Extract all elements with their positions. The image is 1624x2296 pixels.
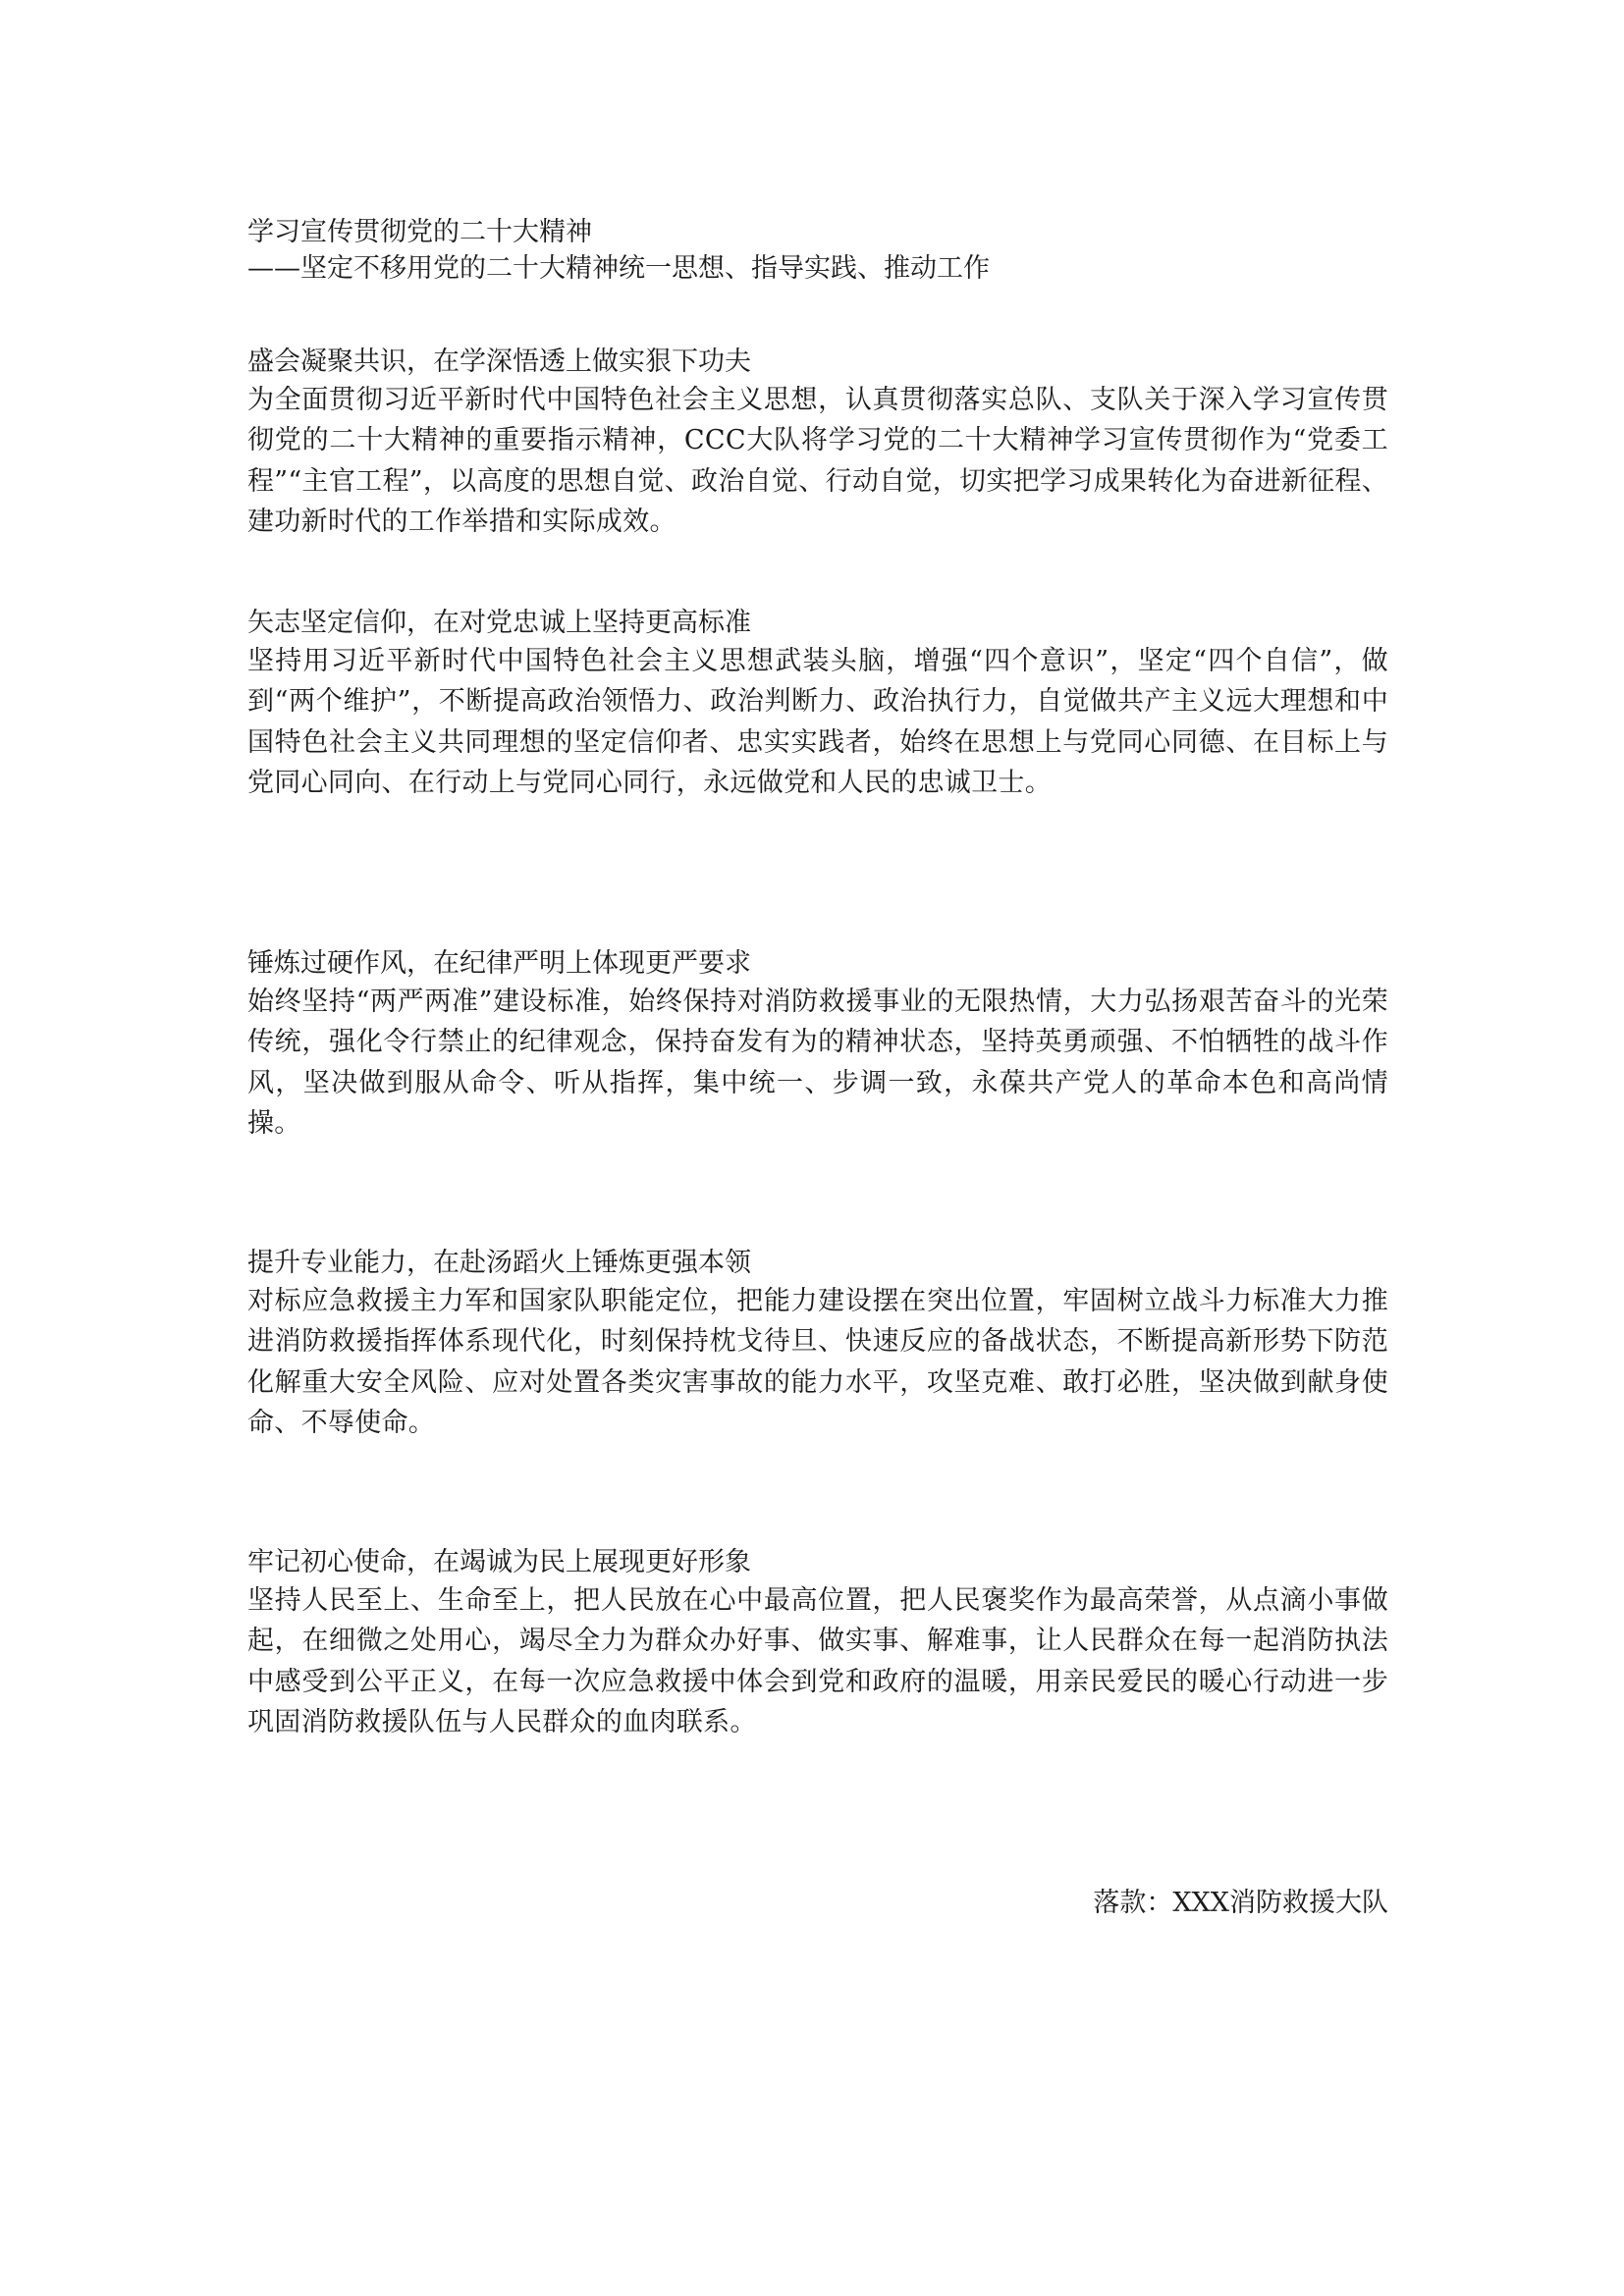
section-4 bbox=[247, 1245, 1388, 1444]
document-subtitle: ——坚定不移用党的二十大精神统一思想、指导实践、推动工作 bbox=[247, 253, 990, 284]
section-1 bbox=[247, 344, 1388, 543]
section-body: 为全面贯彻习近平新时代中国特色社会主义思想，认真贯彻落实总队、支队关于深入学习宣传贯彻党的二十大精神的重要指示精神，CCC大队将学习党的二十大精神学习宣传贯彻作为“党委工程”“主官工程”，以高度的思想自觉、政治自觉、行动自觉，切实把学习成果转化为奋进新征程、建功新时代的工作举措和实际成效。 bbox=[247, 385, 1388, 538]
section-2 bbox=[247, 605, 1388, 804]
section-body: 始终坚持“两严两准”建设标准，始终保持对消防救援事业的无限热情，大力弘扬艰苦奋斗的光荣传统，强化令行禁止的纪律观念，保持奋发有为的精神状态，坚持英勇顽强、不怕牺牲的战斗作风，坚决做到服从命令、听从指挥，集中统一、步调一致，永葆共产党人的革命本色和高尚情操。 bbox=[247, 987, 1388, 1140]
document-title: 学习宣传贯彻党的二十大精神 bbox=[247, 217, 592, 247]
section-heading: 提升专业能力，在赴汤蹈火上锤炼更强本领 bbox=[247, 1248, 751, 1278]
section-heading: 牢记初心使命，在竭诚为民上展现更好形象 bbox=[247, 1547, 751, 1577]
section-body: 坚持人民至上、生命至上，把人民放在心中最高位置，把人民褒奖作为最高荣誉，从点滴小事做起，在细微之处用心，竭尽全力为群众办好事、做实事、解难事，让人民群众在每一起消防执法中感受到公平正义，在每一次应急救援中体会到党和政府的温暖，用亲民爱民的暖心行动进一步巩固消防救援队伍与人民群众的血肉联系。 bbox=[247, 1585, 1388, 1738]
document-content bbox=[247, 214, 1388, 1918]
section-3 bbox=[247, 945, 1388, 1145]
section-heading: 盛会凝聚共识，在学深悟透上做实狠下功夫 bbox=[247, 347, 751, 377]
section-heading: 锤炼过硬作风，在纪律严明上体现更严要求 bbox=[247, 948, 751, 979]
section-heading: 矢志坚定信仰，在对党忠诚上坚持更高标准 bbox=[247, 608, 751, 638]
section-5 bbox=[247, 1544, 1388, 1743]
document-signature: 落款：XXX消防救援大队 bbox=[1093, 1888, 1388, 1918]
section-body: 对标应急救援主力军和国家队职能定位，把能力建设摆在突出位置，牢固树立战斗力标准大力推进消防救援指挥体系现代化，时刻保持枕戈待旦、快速反应的备战状态，不断提高新形势下防范化解重大安全风险、应对处置各类灾害事故的能力水平，攻坚克难、敢打必胜，坚决做到献身使命、不辱使命。 bbox=[247, 1286, 1388, 1439]
section-body: 坚持用习近平新时代中国特色社会主义思想武装头脑，增强“四个意识”，坚定“四个自信”，做到“两个维护”，不断提高政治领悟力、政治判断力、政治执行力，自觉做共产主义远大理想和中国特色社会主义共同理想的坚定信仰者、忠实实践者，始终在思想上与党同心同德、在目标上与党同心同向、在行动上与党同心同行，永远做党和人民的忠诚卫士。 bbox=[247, 646, 1388, 799]
